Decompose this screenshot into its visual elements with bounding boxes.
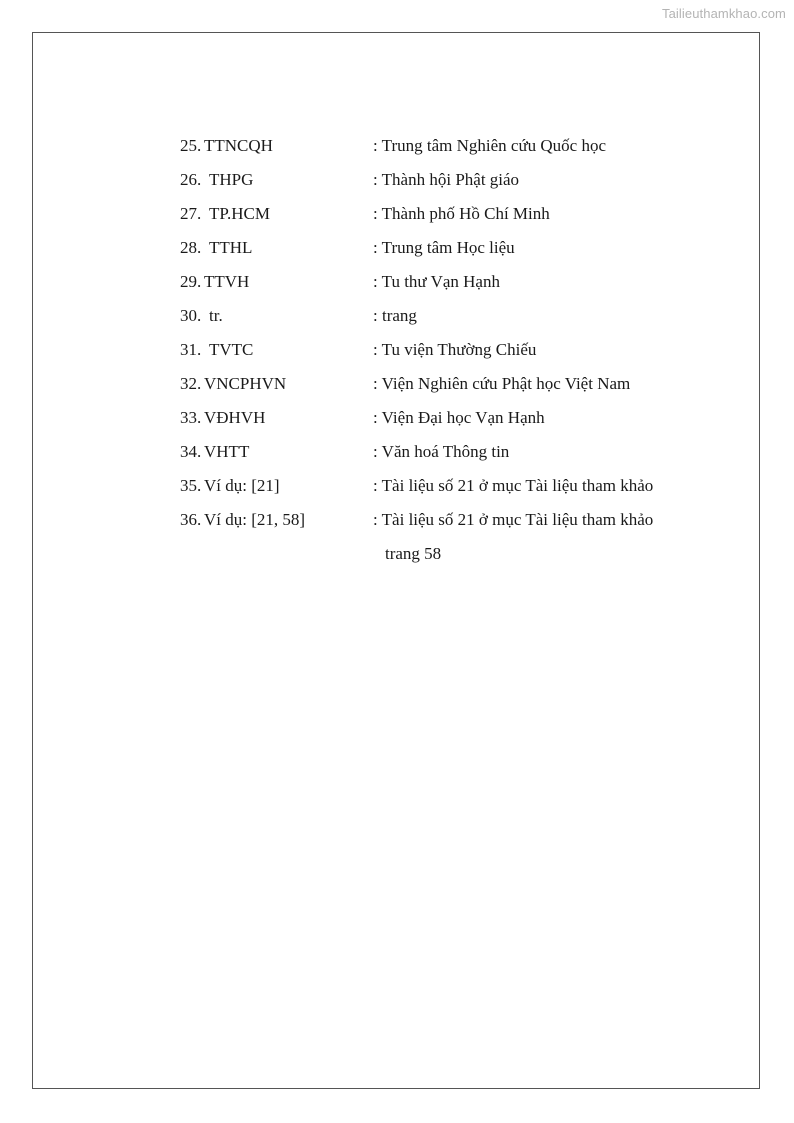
abbreviation-description: : Trung tâm Nghiên cứu Quốc học — [373, 136, 607, 155]
abbreviation-term: TTHL — [209, 238, 253, 257]
item-number: 29. — [180, 272, 202, 291]
abbreviation-term: Ví dụ: [21] — [204, 476, 280, 495]
abbreviation-term: VNCPHVN — [204, 374, 287, 393]
item-number: 32. — [180, 374, 202, 393]
abbreviation-term: VĐHVH — [204, 408, 266, 427]
abbreviation-term: VHTT — [204, 442, 250, 461]
abbreviation-description: : Trung tâm Học liệu — [373, 238, 515, 257]
abbreviation-term: TTVH — [204, 272, 250, 291]
description-continuation: trang 58 — [385, 544, 442, 563]
item-number: 26. — [180, 170, 202, 189]
abbreviation-term: TP.HCM — [209, 204, 270, 223]
abbreviation-term: Ví dụ: [21, 58] — [204, 510, 306, 529]
abbreviation-description: : Tu thư Vạn Hạnh — [373, 272, 500, 291]
watermark: Tailieuthamkhao.com — [661, 6, 786, 21]
abbreviation-term: THPG — [209, 170, 254, 189]
abbreviation-term: TTNCQH — [204, 136, 273, 155]
item-number: 27. — [180, 204, 202, 223]
abbreviation-description: : Văn hoá Thông tin — [373, 442, 510, 461]
abbreviation-description: : Thành hội Phật giáo — [373, 170, 520, 189]
item-number: 30. — [180, 306, 202, 325]
abbreviation-description: : Tu viện Thường Chiếu — [373, 340, 537, 359]
abbreviation-description: : Thành phố Hồ Chí Minh — [373, 204, 550, 223]
item-number: 34. — [180, 442, 202, 461]
abbreviation-term: tr. — [209, 306, 223, 325]
abbreviation-description: : trang — [373, 306, 417, 325]
abbreviation-description: : Tài liệu số 21 ở mục Tài liệu tham khảo — [373, 510, 654, 529]
item-number: 36. — [180, 510, 202, 529]
item-number: 33. — [180, 408, 202, 427]
abbreviation-description: : Viện Đại học Vạn Hạnh — [373, 408, 545, 427]
item-number: 35. — [180, 476, 202, 495]
item-number: 25. — [180, 136, 202, 155]
abbreviation-description: : Tài liệu số 21 ở mục Tài liệu tham khảo — [373, 476, 654, 495]
abbreviation-description: : Viện Nghiên cứu Phật học Việt Nam — [373, 374, 631, 393]
abbreviation-term: TVTC — [209, 340, 254, 359]
item-number: 28. — [180, 238, 202, 257]
item-number: 31. — [180, 340, 202, 359]
